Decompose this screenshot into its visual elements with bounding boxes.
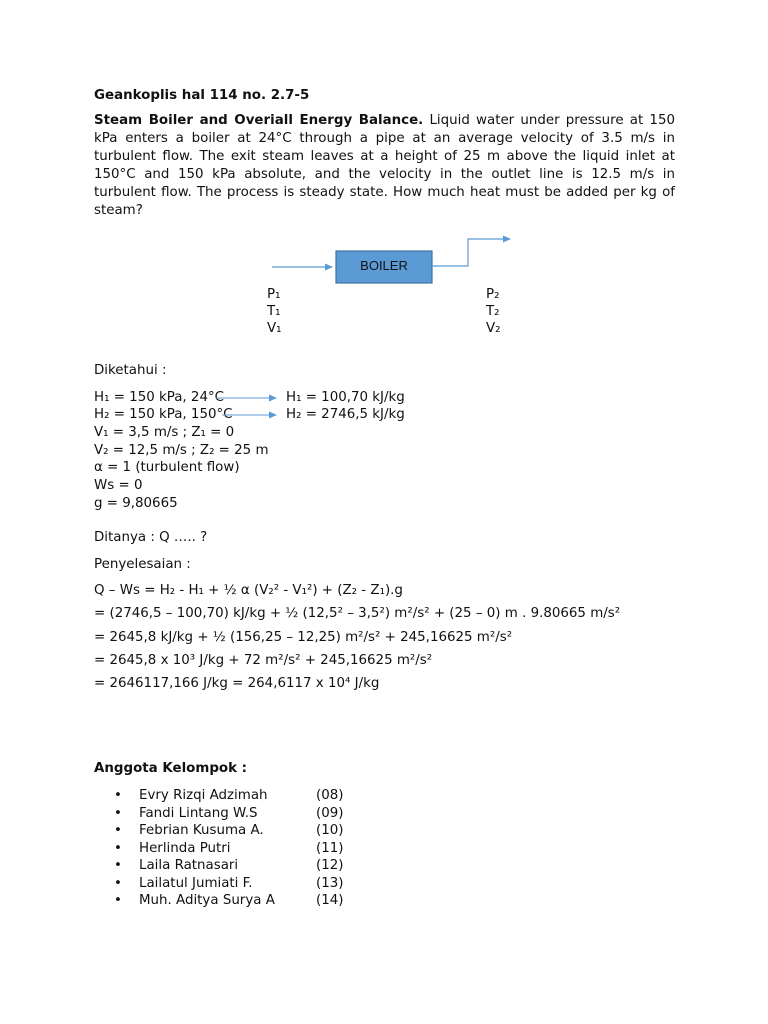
problem-text: Liquid water under pressure at 150 kPa enters a boiler at 24°C through a pipe at an average velocity of 3.5 m/s in turbulent flow. The exit steam leaves at a height of 25 m above the liquid inlet at 150°C and 150 kPa absolute, and the velocity in the outlet line is 12.5 m/s in turbulent flow. The process is steady state. How much heat must be added per kg of steam?	[94, 113, 675, 218]
given-line-g: g = 9,80665	[94, 495, 178, 511]
outlet-label-t: T₂	[486, 304, 500, 319]
inlet-label-t: T₁	[267, 304, 281, 319]
bullet: •	[114, 805, 122, 821]
bullet: •	[114, 858, 122, 873]
given-label: Diketahui :	[94, 363, 167, 378]
member-name: Herlinda Putri	[139, 840, 231, 856]
member-name: Lailatul Jumiati F.	[139, 875, 253, 891]
solution-line-3: = 2645,8 kJ/kg + ½ (156,25 – 12,25) m²/s² + 245,16625 m²/s²	[94, 629, 513, 645]
solution-label: Penyelesaian :	[94, 557, 191, 572]
member-number: (12)	[316, 858, 344, 873]
given-lines	[94, 424, 269, 512]
solution-line-4: = 2645,8 x 10³ J/kg + 72 m²/s² + 245,16625 m²/s²	[94, 652, 433, 668]
member-number: (11)	[316, 840, 344, 856]
given-line-ws: Ws = 0	[94, 478, 143, 494]
member-number: (08)	[316, 788, 344, 803]
member-number: (10)	[316, 823, 344, 838]
bullet: •	[114, 875, 122, 891]
boiler-label: BOILER	[360, 258, 408, 273]
bullet: •	[114, 823, 122, 838]
inlet-label-v: V₁	[267, 321, 282, 336]
member-name: Laila Ratnasari	[139, 858, 239, 873]
outlet-label-p: P₂	[486, 287, 500, 302]
solution-line-2: = (2746,5 – 100,70) kJ/kg + ½ (12,5² – 3,5²) m²/s² + (25 – 0) m . 9.80665 m/s²	[94, 606, 621, 622]
asked-line: Ditanya : Q ….. ?	[94, 530, 208, 545]
inlet-label-p: P₁	[267, 287, 281, 302]
given-line-v2: V₂ = 12,5 m/s ; Z₂ = 25 m	[94, 442, 269, 458]
document-heading: Geankoplis hal 114 no. 2.7-5	[94, 88, 310, 103]
group-label: Anggota Kelompok :	[94, 761, 248, 776]
outlet-label-v: V₂	[486, 321, 501, 336]
member-name: Fandi Lintang W.S	[139, 805, 258, 821]
given-h1-left: H₁ = 150 kPa, 24°C	[94, 390, 225, 405]
given-h2-left: H₂ = 150 kPa, 150°C	[94, 407, 233, 422]
solution-line-1: Q – Ws = H₂ - H₁ + ½ α (V₂² - V₁²) + (Z₂ - Z₁).g	[94, 583, 403, 598]
member-number: (14)	[316, 893, 344, 908]
solution-line-5: = 2646117,166 J/kg = 264,6117 x 10⁴ J/kg	[94, 676, 380, 692]
given-h2-right: H₂ = 2746,5 kJ/kg	[286, 407, 405, 422]
member-number: (13)	[316, 875, 344, 891]
solution-lines	[94, 582, 620, 698]
given-h1-right: H₁ = 100,70 kJ/kg	[286, 390, 405, 405]
bullet: •	[114, 840, 122, 856]
problem-title: Steam Boiler and Overiall Energy Balance.	[94, 113, 424, 128]
given-arrows	[0, 0, 768, 430]
member-name: Muh. Aditya Surya A	[139, 893, 275, 908]
member-number: (09)	[316, 805, 344, 821]
member-name: Evry Rizqi Adzimah	[139, 788, 268, 803]
bullet: •	[114, 893, 122, 908]
bullet: •	[114, 788, 122, 803]
given-line-v1: V₁ = 3,5 m/s ; Z₁ = 0	[94, 425, 235, 440]
given-line-alpha: α = 1 (turbulent flow)	[94, 460, 240, 476]
member-name: Febrian Kusuma A.	[139, 823, 264, 838]
